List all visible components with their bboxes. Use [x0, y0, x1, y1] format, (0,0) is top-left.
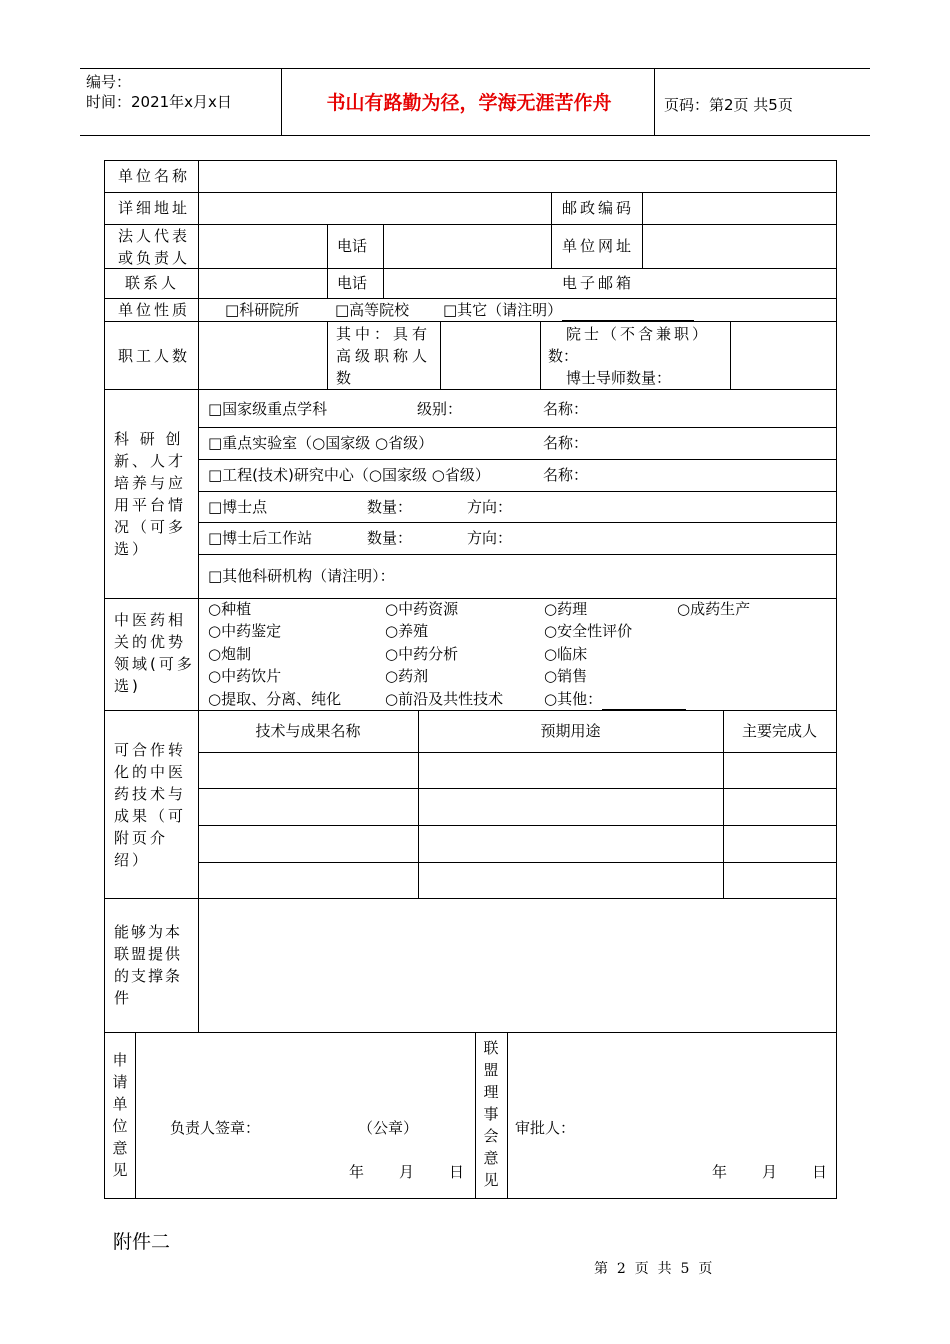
tcm-option[interactable]: ○中药资源: [385, 600, 459, 618]
date-year: 年: [712, 1163, 728, 1181]
checkbox-engineering-center[interactable]: □工程(技术)研究中心（○国家级 ○省级）: [208, 466, 490, 484]
label-support-line: 的支撑条: [114, 967, 183, 985]
checkbox-key-lab[interactable]: □重点实验室（○国家级 ○省级）: [208, 434, 434, 452]
label-phone-2: 电话: [337, 274, 368, 292]
date-month: 月: [399, 1163, 415, 1181]
tcm-option[interactable]: ○种植: [208, 600, 252, 618]
label-quantity-1: 数量：: [367, 498, 413, 516]
tcm-option-other[interactable]: [544, 688, 686, 710]
label-platform: [114, 428, 186, 560]
table-row[interactable]: [200, 864, 834, 897]
label-char: 意: [112, 1139, 128, 1157]
document-number: 编号：: [86, 73, 132, 91]
label-platform-line: 况（可多: [114, 518, 187, 536]
label-level: 级别：: [417, 400, 463, 418]
label-support-line: 联盟提供: [114, 945, 183, 963]
address-field[interactable]: [200, 194, 549, 223]
label-char: 会: [483, 1127, 499, 1145]
tcm-other-input[interactable]: [602, 693, 686, 710]
tcm-option[interactable]: ○安全性评价: [544, 622, 633, 640]
label-senior-line1: 其中：具有: [336, 325, 432, 343]
tcm-option[interactable]: ○成药生产: [677, 600, 751, 618]
label-platform-line: 用平台情: [114, 496, 187, 514]
label-char: 请: [112, 1073, 128, 1091]
label-tech-line: 可合作转: [114, 741, 187, 759]
tcm-option[interactable]: ○养殖: [385, 622, 429, 640]
tcm-option[interactable]: ○销售: [544, 667, 588, 685]
label-legal-rep: [118, 225, 190, 269]
legal-rep-field[interactable]: [200, 226, 325, 267]
label-char: 见: [112, 1161, 128, 1179]
tcm-option[interactable]: ○前沿及共性技术: [385, 690, 504, 708]
table-row[interactable]: [200, 790, 834, 824]
date-day: 日: [449, 1163, 465, 1181]
tcm-option[interactable]: ○中药鉴定: [208, 622, 282, 640]
label-tech-line: 化的中医: [114, 763, 187, 781]
staff-count-field[interactable]: [200, 323, 325, 388]
label-unit-name: 单位名称: [118, 167, 191, 185]
website-field[interactable]: [644, 226, 834, 267]
label-academician: [548, 323, 710, 389]
postal-code-field[interactable]: [644, 194, 834, 223]
label-legal-rep-line2: 或负责人: [118, 249, 191, 267]
date-year: 年: [349, 1163, 365, 1181]
label-academician-line1: 院士（不含兼职）: [566, 325, 711, 343]
annex-title: 附件二: [113, 1231, 171, 1253]
label-senior-line2: 高级职称人: [336, 347, 432, 365]
document-time: 时间：2021年x月x日: [86, 93, 232, 111]
nature-checkbox-research[interactable]: □科研院所: [225, 301, 300, 319]
label-name-2: 名称：: [543, 434, 589, 452]
label-platform-line: 新、人才: [114, 452, 187, 470]
table-row[interactable]: [200, 827, 834, 861]
table-row[interactable]: [200, 754, 834, 787]
label-tech-transfer: [114, 739, 186, 871]
tcm-other-label: ○其他：: [544, 690, 603, 708]
label-website: 单位网址: [562, 237, 635, 255]
page-footer: 第 2 页 共 5 页: [594, 1261, 713, 1277]
nature-checkbox-university[interactable]: □高等院校: [335, 301, 410, 319]
label-platform-line: 科 研 创: [114, 430, 184, 448]
label-support-line: 件: [114, 989, 132, 1007]
label-unit-nature: 单位性质: [118, 301, 191, 319]
nature-other-input[interactable]: [562, 304, 694, 321]
tcm-option[interactable]: ○临床: [544, 645, 588, 663]
label-support-line: 能够为本: [114, 923, 183, 941]
header-meta: [86, 72, 232, 112]
label-signature: 负责人签章：: [170, 1119, 261, 1137]
label-direction-2: 方向：: [467, 529, 513, 547]
tech-header-person: 主要完成人: [741, 722, 817, 740]
label-tcm-line: 领域(可多: [114, 655, 195, 673]
label-address: 详细地址: [118, 199, 191, 217]
label-char: 单: [112, 1095, 128, 1113]
email-field[interactable]: [644, 270, 834, 297]
tcm-option[interactable]: ○药剂: [385, 667, 429, 685]
checkbox-doctoral-program[interactable]: □博士点: [208, 498, 268, 516]
academician-count-field[interactable]: [732, 323, 834, 388]
date-day: 日: [812, 1163, 828, 1181]
label-tech-line: 绍）: [114, 851, 151, 869]
label-tcm-line: 选): [114, 677, 141, 695]
label-char: 盟: [483, 1061, 499, 1079]
label-support: [114, 921, 182, 1009]
label-academician-line2: 数：: [548, 347, 579, 365]
label-approver: 审批人：: [515, 1119, 576, 1137]
label-char: 事: [483, 1105, 499, 1123]
label-char: 意: [483, 1149, 499, 1167]
unit-name-field[interactable]: [200, 162, 834, 191]
label-direction-1: 方向：: [467, 498, 513, 516]
label-tcm-line: 关的优势: [114, 633, 187, 651]
date-month: 月: [762, 1163, 778, 1181]
label-quantity-2: 数量：: [367, 529, 413, 547]
tech-header-use: 预期用途: [540, 722, 601, 740]
label-char: 申: [112, 1051, 128, 1069]
label-tech-line: 成果（可: [114, 807, 187, 825]
label-contact: 联系人: [125, 274, 180, 292]
checkbox-key-discipline[interactable]: □国家级重点学科: [208, 400, 328, 418]
nature-other-label: □其它（请注明）: [443, 301, 563, 319]
label-char: 见: [483, 1171, 499, 1189]
contact-field[interactable]: [200, 270, 325, 297]
label-platform-line: 选）: [114, 540, 151, 558]
phone-field[interactable]: [385, 226, 549, 267]
tcm-option[interactable]: ○中药分析: [385, 645, 459, 663]
label-char: 理: [483, 1083, 499, 1101]
label-phone: 电话: [337, 237, 368, 255]
label-senior-title: [336, 323, 431, 389]
label-char: 联: [483, 1039, 499, 1057]
tcm-option[interactable]: ○中药饮片: [208, 667, 282, 685]
checkbox-postdoc-station[interactable]: □博士后工作站: [208, 529, 313, 547]
tcm-option[interactable]: ○药理: [544, 600, 588, 618]
label-tcm-fields: [114, 609, 195, 697]
label-senior-line3: 数: [336, 369, 356, 387]
contact-phone-field[interactable]: [385, 270, 549, 297]
senior-count-field[interactable]: [442, 323, 538, 388]
label-tcm-line: 中医药相: [114, 611, 187, 629]
support-field[interactable]: [200, 900, 834, 1031]
header-page-info: 页码：第2页 共5页: [664, 96, 793, 114]
label-council-opinion: [481, 1037, 501, 1191]
label-name-3: 名称：: [543, 466, 589, 484]
label-tech-line: 附页介: [114, 829, 169, 847]
header-motto: 书山有路勤为径，学海无涯苦作舟: [326, 92, 612, 114]
label-postal-code: 邮政编码: [562, 199, 635, 217]
checkbox-other-institution[interactable]: □其他科研机构（请注明）：: [208, 567, 395, 585]
nature-checkbox-other[interactable]: [443, 299, 694, 321]
label-staff-count: 职工人数: [118, 347, 191, 365]
label-applicant-opinion: [110, 1049, 130, 1181]
label-email: 电子邮箱: [562, 274, 635, 292]
label-platform-line: 培养与应: [114, 474, 187, 492]
tech-header-name: 技术与成果名称: [255, 722, 361, 740]
label-seal: （公章）: [358, 1119, 419, 1137]
label-char: 位: [112, 1117, 128, 1135]
tcm-option[interactable]: ○炮制: [208, 645, 252, 663]
label-phd-supervisor: 博士导师数量：: [566, 369, 672, 387]
label-legal-rep-line1: 法人代表: [118, 227, 191, 245]
tcm-option[interactable]: ○提取、分离、纯化: [208, 690, 342, 708]
label-name-1: 名称：: [543, 400, 589, 418]
label-tech-line: 药技术与: [114, 785, 187, 803]
